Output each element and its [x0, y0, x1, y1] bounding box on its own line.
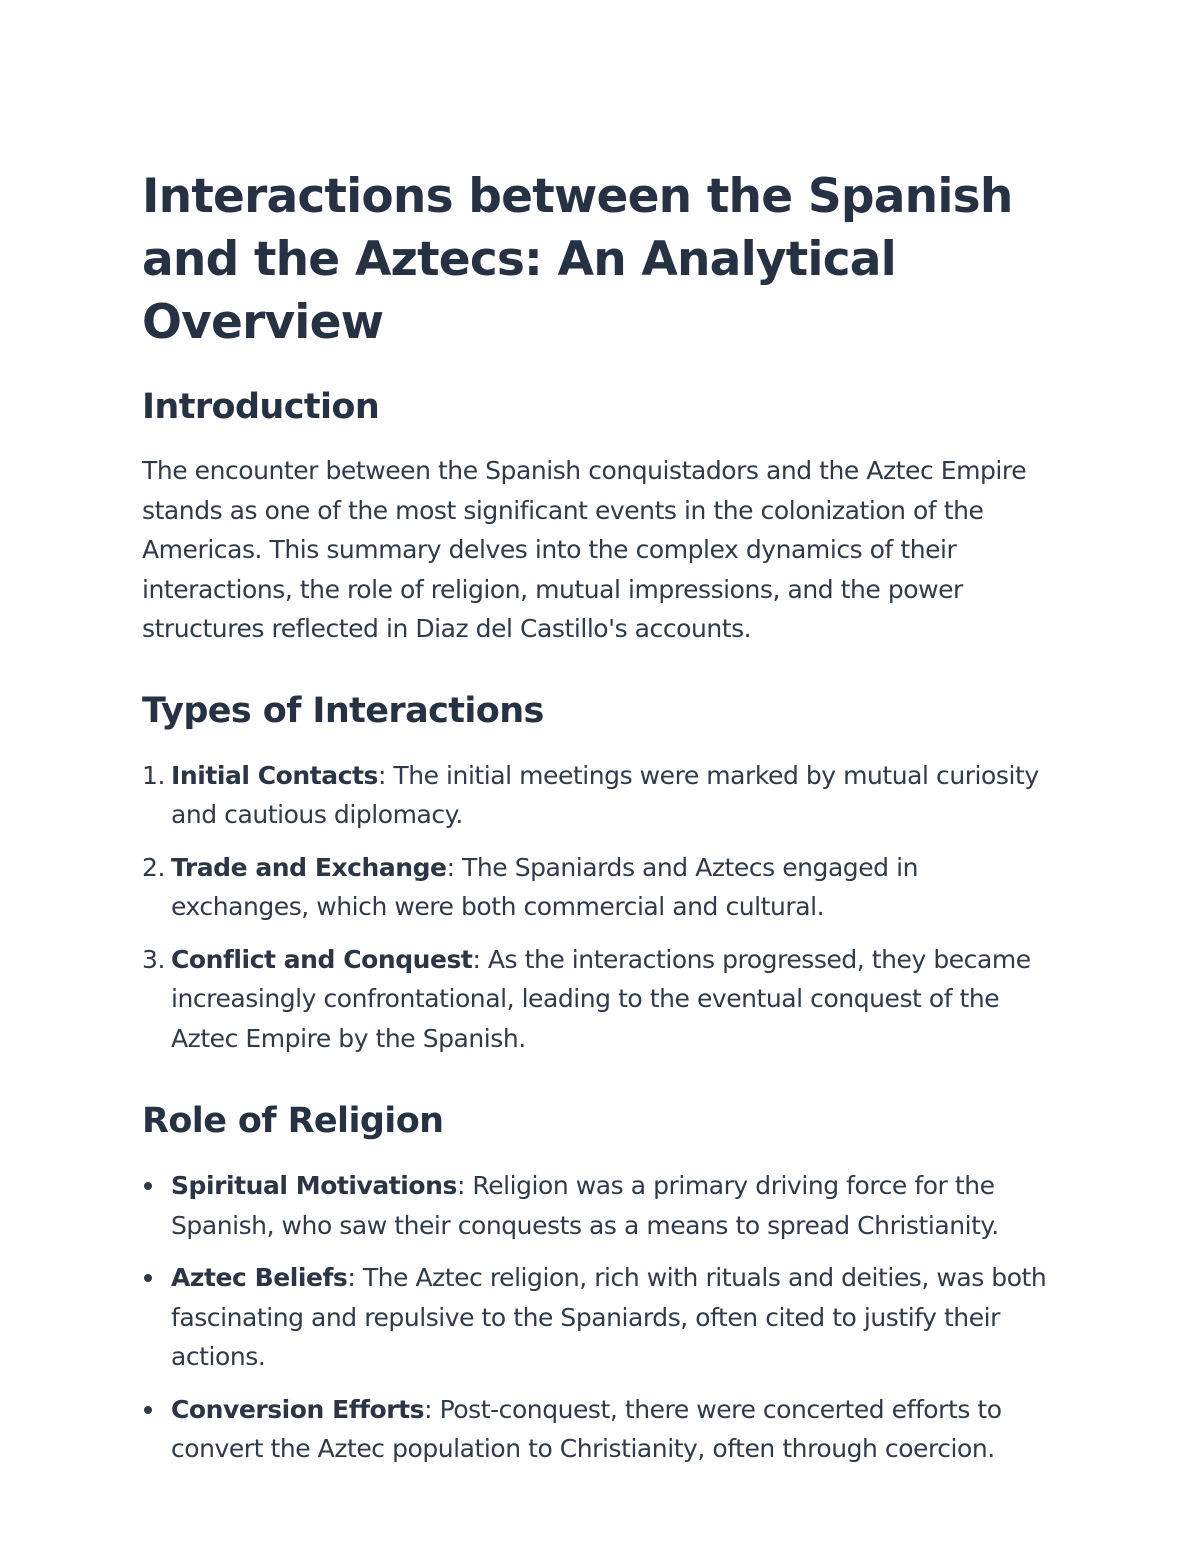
list-number: 1. [142, 760, 165, 790]
list-item-term: Aztec Beliefs [171, 1263, 348, 1292]
list-item-text: : The Aztec religion, rich with rituals and deities, was both fascinating and repulsive to the Spaniards, often cited to justify their actions. [171, 1263, 1047, 1371]
list-item-term: Initial Contacts [171, 760, 378, 790]
list-item-text: : Post-conquest, there were concerted efforts to convert the Aztec population to Christianity, often through coercion. [171, 1394, 1002, 1463]
list-number: 2. [142, 852, 165, 882]
list-item [142, 1390, 1062, 1469]
role-of-religion-heading: Role of Religion [142, 1101, 444, 1141]
religion-list [142, 1166, 1062, 1469]
list-item-term: Trade and Exchange [171, 852, 447, 882]
types-of-interactions-heading: Types of Interactions [142, 690, 544, 731]
introduction-paragraph: The encounter between the Spanish conquistadors and the Aztec Empire stands as one of the most significant events in the colonization of the Americas. This summary delves into the complex dynamics of their interactions, the role of religion, mutual impressions, and the power structures reflected in Diaz del Castillo's accounts. [142, 456, 1027, 643]
list-item-text: : As the interactions progressed, they became increasingly confrontational, leading to the eventual conquest of the Aztec Empire by the Spanish. [171, 944, 1031, 1053]
list-item [142, 756, 1062, 835]
list-item-text: : The Spaniards and Aztecs engaged in exchanges, which were both commercial and cultural. [171, 852, 918, 921]
list-item-term: Conflict and Conquest [171, 944, 473, 974]
list-item [142, 940, 1062, 1059]
document-page [142, 165, 1062, 1482]
document-title: Interactions between the Spanish and the Aztecs: An Analytical Overview [142, 169, 1013, 350]
introduction-heading: Introduction [142, 387, 380, 427]
list-item-text: : Religion was a primary driving force for the Spanish, who saw their conquests as a means to spread Christianity. [171, 1171, 999, 1240]
list-item [142, 848, 1062, 927]
list-item [142, 1166, 1062, 1245]
list-item [142, 1258, 1062, 1377]
list-item-term: Spiritual Motivations [171, 1171, 457, 1200]
bullet-icon [144, 1182, 152, 1190]
bullet-icon [144, 1406, 152, 1414]
list-item-term: Conversion Efforts [171, 1394, 425, 1424]
list-item-text: : The initial meetings were marked by mutual curiosity and cautious diplomacy. [171, 760, 1039, 829]
list-number: 3. [142, 944, 165, 974]
interactions-list [142, 756, 1062, 1059]
bullet-icon [144, 1274, 152, 1282]
